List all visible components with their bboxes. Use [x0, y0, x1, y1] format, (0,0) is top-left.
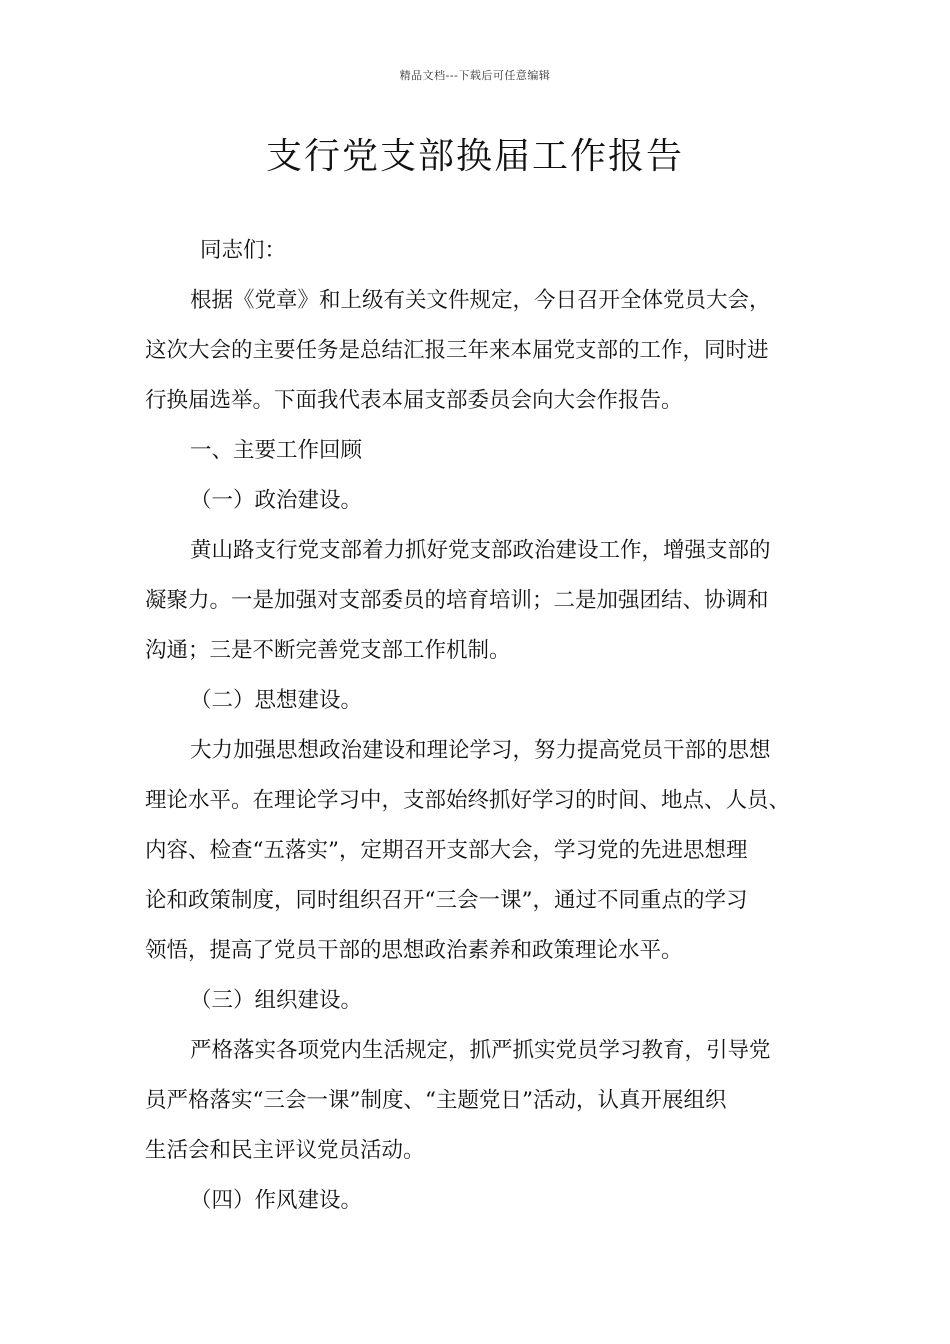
paragraph-line: 凝聚力。一是加强对支部委员的培育培训；二是加强团结、协调和 [145, 588, 769, 613]
paragraph-line: 严格落实各项党内生活规定，抓严抓实党员学习教育，引导党 [190, 1038, 771, 1063]
subsection-heading: （二）思想建设。 [190, 688, 363, 713]
paragraph-line: 论和政策制度，同时组织召开“三会一课”，通过不同重点的学习 [145, 888, 748, 913]
header-note: 精品文档---下载后可任意编辑 [399, 69, 551, 82]
paragraph-line: 领悟，提高了党员干部的思想政治素养和政策理论水平。 [145, 938, 683, 963]
paragraph-line: 根据《党章》和上级有关文件规定，今日召开全体党员大会， [190, 288, 771, 313]
paragraph-line: 大力加强思想政治建设和理论学习，努力提高党员干部的思想 [190, 738, 771, 763]
paragraph-line: 内容、检查“五落实”，定期召开支部大会，学习党的先进思想理 [145, 838, 748, 863]
paragraph-line: 生活会和民主评议党员活动。 [145, 1138, 425, 1163]
paragraph-line: 这次大会的主要任务是总结汇报三年来本届党支部的工作，同时进 [145, 338, 769, 363]
subsection-heading: （一）政治建设。 [190, 488, 363, 513]
section-heading: 一、主要工作回顾 [190, 438, 363, 463]
paragraph-line: 沟通；三是不断完善党支部工作机制。 [145, 638, 511, 663]
paragraph-line: 行换届选举。下面我代表本届支部委员会向大会作报告。 [145, 388, 683, 413]
paragraph-line: 理论水平。在理论学习中，支部始终抓好学习的时间、地点、人员、 [145, 788, 791, 813]
subsection-heading: （四）作风建设。 [190, 1188, 363, 1213]
salutation: 同志们： [200, 238, 287, 263]
subsection-heading: （三）组织建设。 [190, 988, 363, 1013]
paragraph-line: 黄山路支行党支部着力抓好党支部政治建设工作，增强支部的 [190, 538, 771, 563]
paragraph-line: 员严格落实“三会一课”制度、“主题党日”活动，认真开展组织 [145, 1088, 727, 1113]
document-title: 支行党支部换届工作报告 [265, 136, 684, 177]
